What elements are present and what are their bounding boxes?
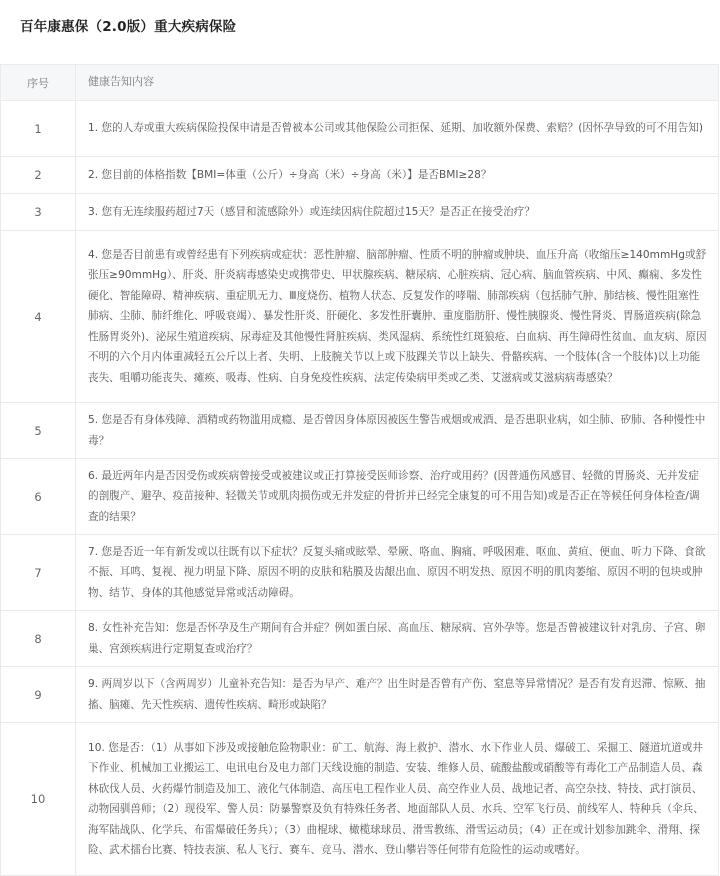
table-row — [1, 157, 718, 194]
table-header-row — [1, 64, 718, 101]
table-row — [1, 667, 718, 723]
row-content — [76, 194, 718, 230]
row-text: 6. 最近两年内是否因受伤或疾病曾接受或被建议或正打算接受医师诊察、治疗或用药？(因普通伤风感冒、轻微的胃肠炎、无并发症的剖腹产、避孕、疫苗接种、轻微关节或肌肉损伤或无并发症的骨折并已经完全康复的可不用告知)或是否正在等候任何身体检查/调查的结果？ — [88, 469, 700, 523]
row-content — [76, 535, 718, 610]
row-content — [76, 459, 718, 534]
row-content — [76, 157, 718, 193]
row-text: 7. 您是否近一年有新发或以往既有以下症状？反复头痛或眩晕、晕厥、咯血、胸痛、呼吸困难、呕血、黄疸、便血、听力下降、食欲不振、耳鸣、复视、视力明显下降、原因不明的皮肤和粘膜及齿龈出血、原因不明发热、原因不明的肌肉萎缩、原因不明的包块或肿物、结节、身体的其他感觉异常或活动障碍。 — [88, 545, 706, 599]
row-text: 3. 您有无连续服药超过7天（感冒和流感除外）或连续因病住院超过15天？是否正在接受治疗？ — [88, 205, 535, 218]
row-number: 3 — [1, 194, 76, 230]
row-text: 9. 两周岁以下（含两周岁）儿童补充告知：是否为早产、难产？出生时是否曾有产伤、窒息等异常情况？是否有发育迟滞、惊厥、抽搐、脑瘫、先天性疾病、遗传性疾病、畸形或缺陷？ — [88, 678, 706, 711]
page-title: 百年康惠保（2.0版）重大疾病保险 — [20, 19, 237, 35]
health-declaration-table — [0, 64, 719, 876]
row-text: 5. 您是否有身体残障、酒精或药物滥用成瘾、是否曾因身体原因被医生警告戒烟或戒酒、是否患职业病，如尘肺、矽肺、各种慢性中毒？ — [88, 414, 706, 447]
row-number: 2 — [1, 157, 76, 193]
table-row — [1, 403, 718, 459]
row-text: 10. 您是否：（1）从事如下涉及或接触危险物职业：矿工、航海、海上救护、潜水、水下作业人员、爆破工、采掘工、隧道坑道或井下作业、机械加工业搬运工、电讯电台及电力部门天线设施的制造、安装、维修人员、硫酸盐酸或硝酸等有毒化工产品制造人员、森林砍伐人员、火药爆竹制造及加工、液化气体制造、高压电工程作业人员、高空作业人员、战地记者、高空杂技、特技、武打演员、动物园驯兽师；（2）现役军、警人员：防暴警察及负有特殊任务者、地面部队人员、水兵、空军飞行员、前线军人、特种兵（伞兵、海军陆战队、化学兵、布雷爆破任务兵）；（3）曲棍球、橄榄球球员、滑雪教练、滑雪运动员；（4）正在或计划参加跳伞、滑翔、探险、武术擂台比赛、特技表演、私人飞行、赛车、竞马、潜水、登山攀岩等任何带有危险性的运动或嗜好。 — [88, 741, 704, 856]
row-text: 2. 您目前的体格指数【BMI=体重（公斤）÷身高（米）÷身高（米）】是否BMI≥28？ — [88, 168, 492, 181]
row-number: 1 — [1, 101, 76, 156]
row-content — [76, 667, 718, 722]
table-row — [1, 723, 718, 876]
row-text: 4. 您是否目前患有或曾经患有下列疾病或症状：恶性肿瘤、脑部肿瘤、性质不明的肿瘤或肿块、血压升高（收缩压≥140mmHg或舒张压≥90mmHg）、肝炎、肝炎病毒感染史或携带史、甲状腺疾病、糖尿病、心脏疾病、冠心病、脑血管疾病、中风、癫痫、多发性硬化、智能障碍、精神疾病、重症肌无力、Ⅲ度烧伤、植物人状态、反复发作的哮喘、肺部疾病（包括肺气肿、肺结核、慢性阻塞性肺病、尘肺、肺纤维化、呼吸衰竭）、暴发性肝炎、肝硬化、多发性肝囊肿、重度脂肪肝、慢性胰腺炎、慢性肾炎、胃肠道疾病(除急性肠胃炎外)、泌尿生殖道疾病、尿毒症及其他慢性肾脏疾病、类风湿病、系统性红斑狼疮、白血病、再生障碍性贫血、血友病、原因不明的六个月内体重减轻五公斤以上者、失明、上肢腕关节以上或下肢踝关节以上缺失、骨骼疾病、一个肢体(含一个肢体)以上功能丧失、咀嚼功能丧失、瘫痪、吸毒、性病、自身免疫性疾病、法定传染病甲类或乙类、艾滋病或艾滋病病毒感染？ — [88, 248, 707, 384]
table-row — [1, 101, 718, 157]
row-text: 1. 您的人寿或重大疾病保险投保申请是否曾被本公司或其他保险公司拒保、延期、加收额外保费、索赔？(因怀孕导致的可不用告知) — [88, 122, 703, 135]
row-number: 10 — [1, 723, 76, 875]
row-number: 5 — [1, 403, 76, 458]
row-content — [76, 723, 718, 875]
table-row — [1, 535, 718, 611]
table-row — [1, 459, 718, 535]
table-row — [1, 194, 718, 231]
row-number: 4 — [1, 231, 76, 402]
row-number: 7 — [1, 535, 76, 610]
row-number: 8 — [1, 611, 76, 666]
row-text: 8. 女性补充告知：您是否怀孕及生产期间有合并症？例如蛋白尿、高血压、糖尿病、宫外孕等。您是否曾被建议针对乳房、子宫、卵巢、宫颈疾病进行定期复查或治疗？ — [88, 622, 706, 655]
row-content — [76, 101, 718, 156]
column-header-num: 序号 — [1, 65, 76, 100]
table-row — [1, 231, 718, 403]
row-content — [76, 231, 718, 402]
row-number: 9 — [1, 667, 76, 722]
column-header-content: 健康告知内容 — [88, 75, 154, 89]
table-row — [1, 611, 718, 667]
row-number: 6 — [1, 459, 76, 534]
row-content — [76, 403, 718, 458]
row-content — [76, 611, 718, 666]
